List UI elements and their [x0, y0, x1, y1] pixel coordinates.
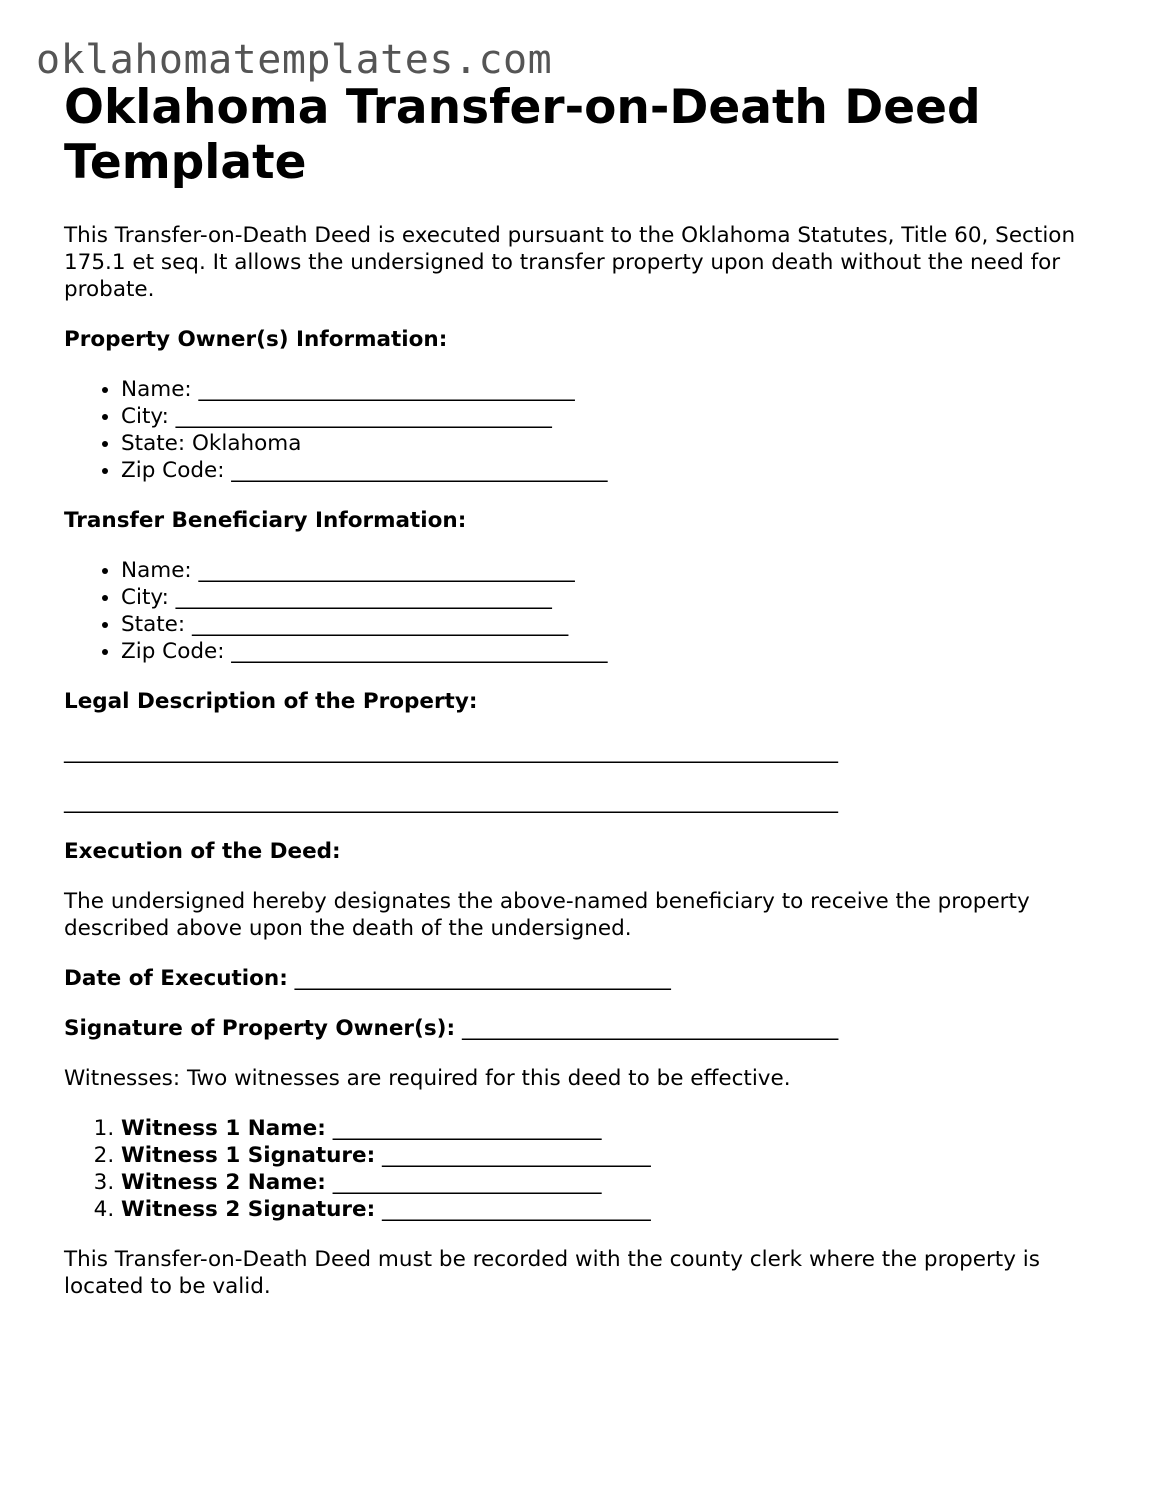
witness-field-blank: _________________________ [332, 1170, 602, 1195]
legal-description-line: ________________________________________________________________________ [64, 789, 838, 814]
witness-field-label: Witness 2 Name: [121, 1170, 326, 1195]
witness-field-blank: _________________________ [332, 1116, 602, 1141]
witness-field-label: Witness 1 Name: [121, 1116, 326, 1141]
owner-section-heading: Property Owner(s) Information: [64, 327, 448, 352]
legal-description-line: ________________________________________________________________________ [64, 739, 838, 764]
execution-heading: Execution of the Deed: [64, 839, 341, 864]
witnesses-intro: Witnesses: Two witnesses are required for this deed to be effective. [64, 1066, 791, 1091]
date-of-execution-label: Date of Execution: [64, 966, 288, 991]
execution-paragraph: The undersigned hereby designates the above-named beneficiary to receive the property described above upon the death of the undersigned. [64, 889, 1030, 941]
witness-2-signature-field [121, 1196, 1104, 1223]
legal-description-heading: Legal Description of the Property: [64, 689, 478, 714]
beneficiary-section-heading: Transfer Beneficiary Information: [64, 508, 467, 533]
owner-info-list [64, 376, 1104, 484]
intro-paragraph: This Transfer-on-Death Deed is executed pursuant to the Oklahoma Statutes, Title 60, Section 175.1 et seq. It allows the undersigned to transfer property upon death without the need for probate. [64, 223, 1076, 302]
witness-list [64, 1115, 1104, 1223]
owner-city-field: • City: ___________________________________ [121, 403, 1104, 430]
witness-field-blank: _________________________ [382, 1197, 651, 1222]
beneficiary-city-field: • City: ___________________________________ [121, 584, 1104, 611]
witness-field-label: Witness 2 Signature: [121, 1197, 376, 1222]
beneficiary-info-list [64, 557, 1104, 665]
owner-signature-blank: ___________________________________ [461, 1016, 839, 1041]
page-title: Oklahoma Transfer-on-Death Deed Template [64, 80, 981, 190]
witness-field-blank: _________________________ [382, 1143, 651, 1168]
witness-2-name-field [121, 1169, 1104, 1196]
closing-paragraph: This Transfer-on-Death Deed must be recorded with the county clerk where the property is located to be valid. [64, 1247, 1040, 1299]
witness-field-label: Witness 1 Signature: [121, 1143, 376, 1168]
owner-signature-field [64, 1015, 1104, 1042]
site-watermark: oklahomatemplates.com [36, 37, 553, 83]
beneficiary-state-field: • State: ___________________________________ [121, 611, 1104, 638]
owner-zip-field: • Zip Code: ___________________________________ [121, 457, 1104, 484]
witness-1-signature-field [121, 1142, 1104, 1169]
date-of-execution-field [64, 965, 1104, 992]
beneficiary-zip-field: • Zip Code: ___________________________________ [121, 638, 1104, 665]
owner-name-field: • Name: ___________________________________ [121, 376, 1104, 403]
date-of-execution-blank: ___________________________________ [294, 966, 671, 991]
document-body [64, 80, 1104, 1323]
owner-signature-label: Signature of Property Owner(s): [64, 1016, 456, 1041]
owner-state-field: • State: Oklahoma [121, 430, 1104, 457]
beneficiary-name-field: • Name: ___________________________________ [121, 557, 1104, 584]
witness-1-name-field [121, 1115, 1104, 1142]
